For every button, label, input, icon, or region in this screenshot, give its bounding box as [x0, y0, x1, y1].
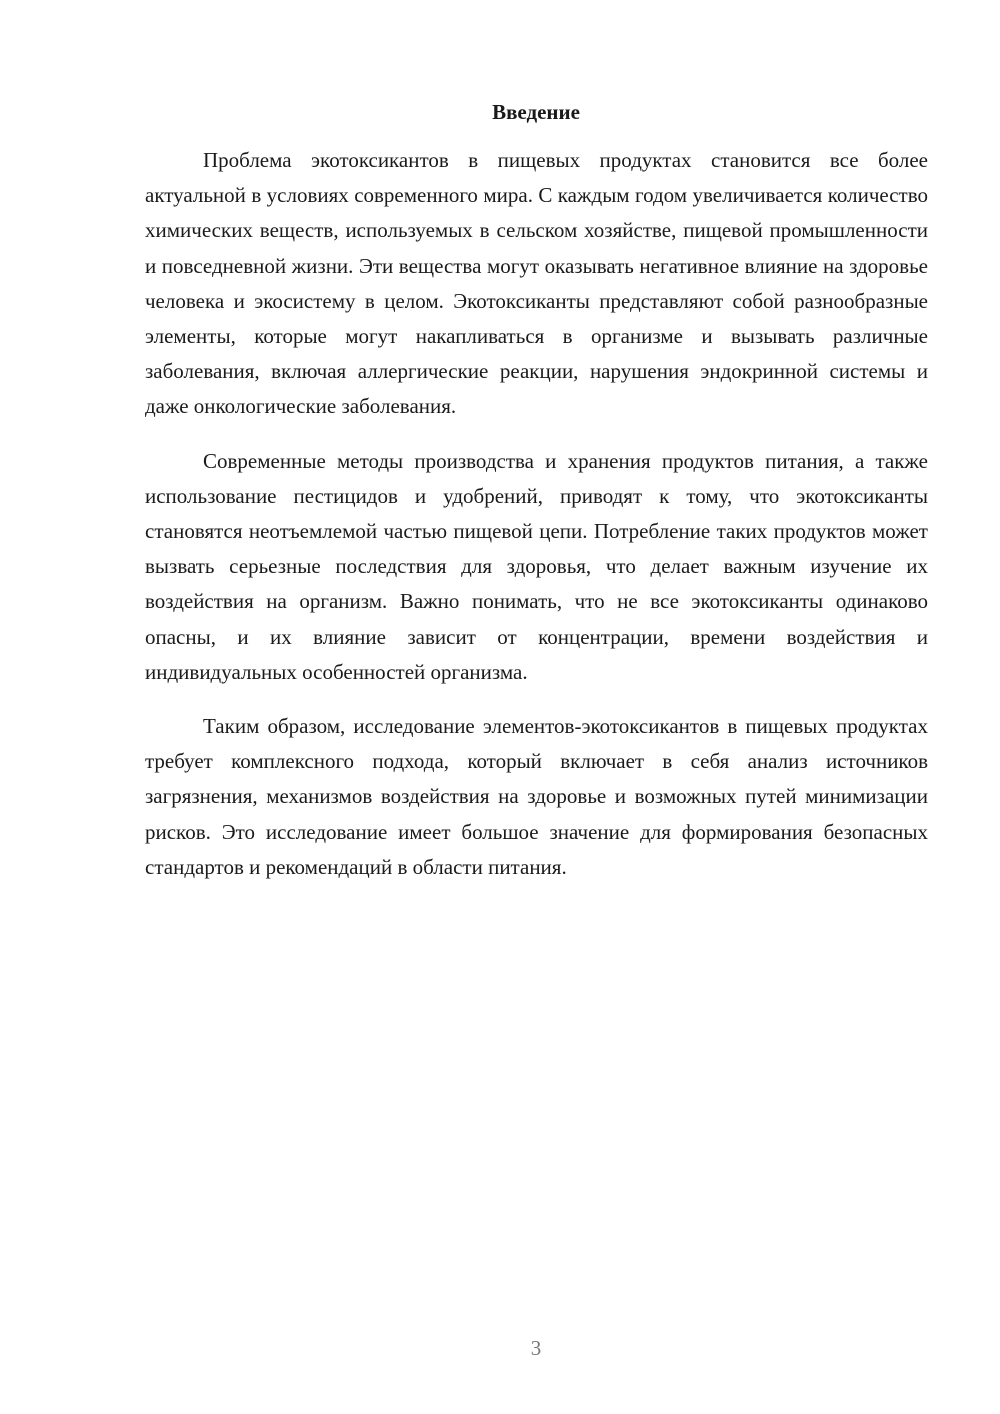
- page-title: Введение: [492, 100, 580, 124]
- paragraph-3: Таким образом, исследование элементов-экотоксикантов в пищевых продуктах требует комплексного подхода, который включает в себя анализ источников загрязнения, механизмов воздействия на здоровье и возможных путей минимизации рисков. Это исследование имеет большое значение для формирования безопасных стандартов и рекомендаций в области питания.: [145, 714, 928, 879]
- body-text: [145, 143, 928, 885]
- paragraph-2: Современные методы производства и хранения продуктов питания, а также использование пестицидов и удобрений, приводят к тому, что экотоксиканты становятся неотъемлемой частью пищевой цепи. Потребление таких продуктов может вызвать серьезные последствия для здоровья, что делает важным изучение их воздействия на организм. Важно понимать, что не все экотоксиканты одинаково опасны, и их влияние зависит от концентрации, времени воздействия и индивидуальных особенностей организма.: [145, 448, 928, 684]
- page-number: 3: [530, 1336, 542, 1360]
- paragraph-1: Проблема экотоксикантов в пищевых продуктах становится все более актуальной в условиях современного мира. С каждым годом увеличивается количество химических веществ, используемых в сельском хозяйстве, пищевой промышленности и повседневной жизни. Эти вещества могут оказывать негативное влияние на здоровье человека и экосистему в целом. Экотоксиканты представляют собой разнообразные элементы, которые могут накапливаться в организме и вызывать различные заболевания, включая аллергические реакции, нарушения эндокринной системы и даже онкологические заболевания.: [145, 148, 928, 419]
